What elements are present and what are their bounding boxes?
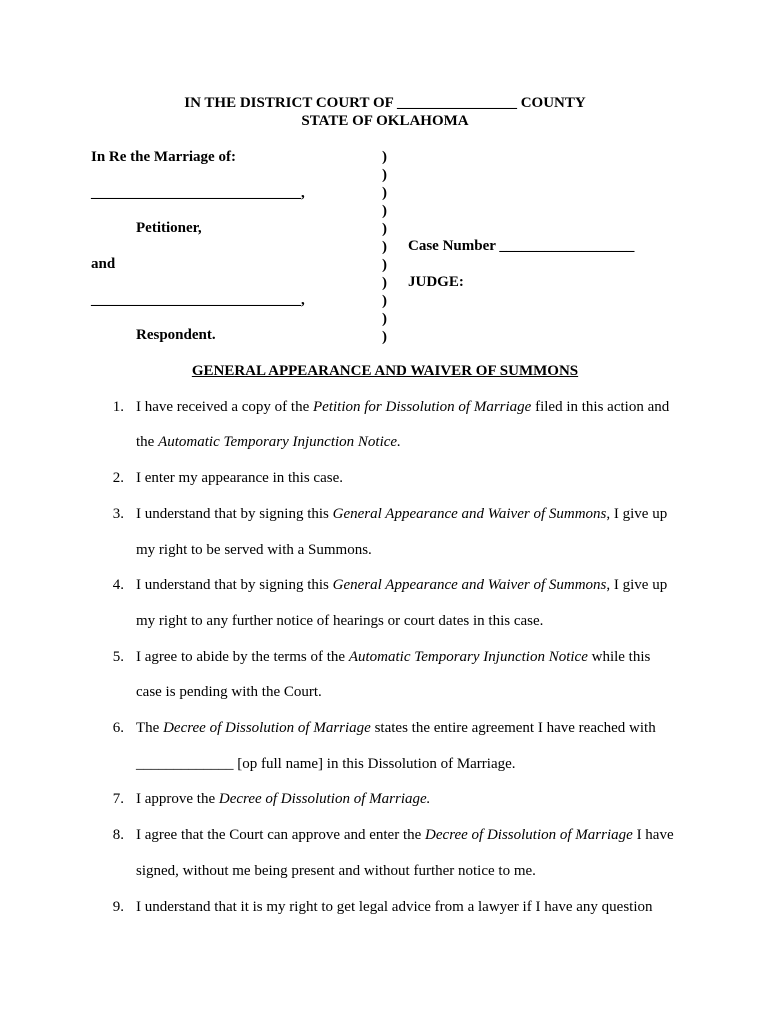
text-run: I agree that the Court can approve and enter the — [136, 827, 426, 843]
list-item-continuation — [136, 612, 543, 630]
text-run: I understand that it is my right to get legal advice from a lawyer if I have any question — [136, 899, 653, 915]
list-item-text — [136, 398, 669, 416]
text-run: I understand that by signing this — [136, 577, 333, 593]
text-run: , I give up — [606, 506, 668, 522]
list-item-continuation — [136, 541, 372, 559]
list-item-number: 7. — [112, 791, 124, 807]
text-run: I understand that by signing this — [136, 506, 333, 522]
petitioner-name-blank: ____________________________, — [91, 185, 305, 201]
list-item-text — [136, 719, 656, 737]
judge-field: JUDGE: — [408, 274, 464, 290]
text-run: The — [136, 720, 164, 736]
caption-paren: ) — [382, 203, 387, 219]
text-run: I have received a copy of the — [136, 399, 313, 415]
caption-paren: ) — [382, 167, 387, 183]
list-item-text — [136, 826, 674, 844]
text-run: I approve the — [136, 791, 219, 807]
list-item-text — [136, 505, 667, 523]
text-run: the — [136, 434, 159, 450]
italic-run: Decree of Dissolution of Marriage — [425, 827, 633, 843]
text-run: filed in this action and — [531, 399, 670, 415]
list-item-number: 2. — [112, 470, 124, 486]
list-item-number: 9. — [112, 899, 124, 915]
text-run: I enter my appearance in this case. — [136, 470, 343, 486]
caption-paren: ) — [382, 311, 387, 327]
list-item-number: 8. — [112, 827, 124, 843]
list-item-continuation — [136, 862, 536, 880]
text-run: while this — [587, 649, 651, 665]
text-run: I agree to abide by the terms of the — [136, 649, 349, 665]
caption-paren: ) — [382, 221, 387, 237]
italic-run: General Appearance and Waiver of Summons — [332, 506, 607, 522]
state-heading: STATE OF OKLAHOMA — [301, 113, 469, 129]
list-item-number: 1. — [112, 399, 124, 415]
list-item-text — [136, 469, 343, 487]
list-item-text — [136, 898, 653, 916]
text-run: my right to any further notice of hearings or court dates in this case. — [136, 613, 544, 629]
and-label: and — [91, 256, 116, 272]
caption-paren: ) — [382, 185, 387, 201]
caption-paren: ) — [382, 257, 387, 273]
text-run: I have — [632, 827, 674, 843]
italic-run: Automatic Temporary Injunction Notice — [348, 649, 588, 665]
respondent-name-blank: ____________________________, — [91, 292, 305, 308]
text-run: _____________ [op full name] in this Dissolution of Marriage. — [136, 756, 516, 772]
list-item-number: 3. — [112, 506, 124, 522]
document-title — [0, 362, 770, 380]
caption-paren: ) — [382, 329, 387, 345]
list-item-text — [136, 576, 667, 594]
respondent-label: Respondent. — [136, 327, 216, 343]
caption-paren: ) — [382, 239, 387, 255]
list-item-number: 4. — [112, 577, 124, 593]
document-title-text: GENERAL APPEARANCE AND WAIVER OF SUMMONS — [191, 363, 579, 379]
text-run: case is pending with the Court. — [136, 684, 322, 700]
text-run: , I give up — [606, 577, 668, 593]
list-item-continuation — [136, 755, 516, 773]
list-item-number: 6. — [112, 720, 124, 736]
italic-run: Decree of Dissolution of Marriage — [163, 720, 371, 736]
caption-paren: ) — [382, 275, 387, 291]
petitioner-label: Petitioner, — [136, 220, 202, 236]
italic-run: Decree of Dissolution of Marriage. — [218, 791, 431, 807]
list-item-number: 5. — [112, 649, 124, 665]
list-item-continuation — [136, 433, 401, 451]
italic-run: Automatic Temporary Injunction Notice. — [158, 434, 401, 450]
in-re-label: In Re the Marriage of: — [91, 149, 236, 165]
text-run: signed, without me being present and without further notice to me. — [136, 863, 536, 879]
caption-paren: ) — [382, 293, 387, 309]
court-heading: IN THE DISTRICT COURT OF ________________ COUNTY — [184, 95, 586, 111]
text-run: states the entire agreement I have reached with — [370, 720, 656, 736]
caption-paren: ) — [382, 149, 387, 165]
case-number-field: Case Number __________________ — [408, 238, 635, 254]
list-item-text — [136, 648, 650, 666]
italic-run: Petition for Dissolution of Marriage — [313, 399, 532, 415]
text-run: my right to be served with a Summons. — [136, 542, 372, 558]
italic-run: General Appearance and Waiver of Summons — [332, 577, 607, 593]
list-item-continuation — [136, 683, 322, 701]
list-item-text — [136, 790, 430, 808]
